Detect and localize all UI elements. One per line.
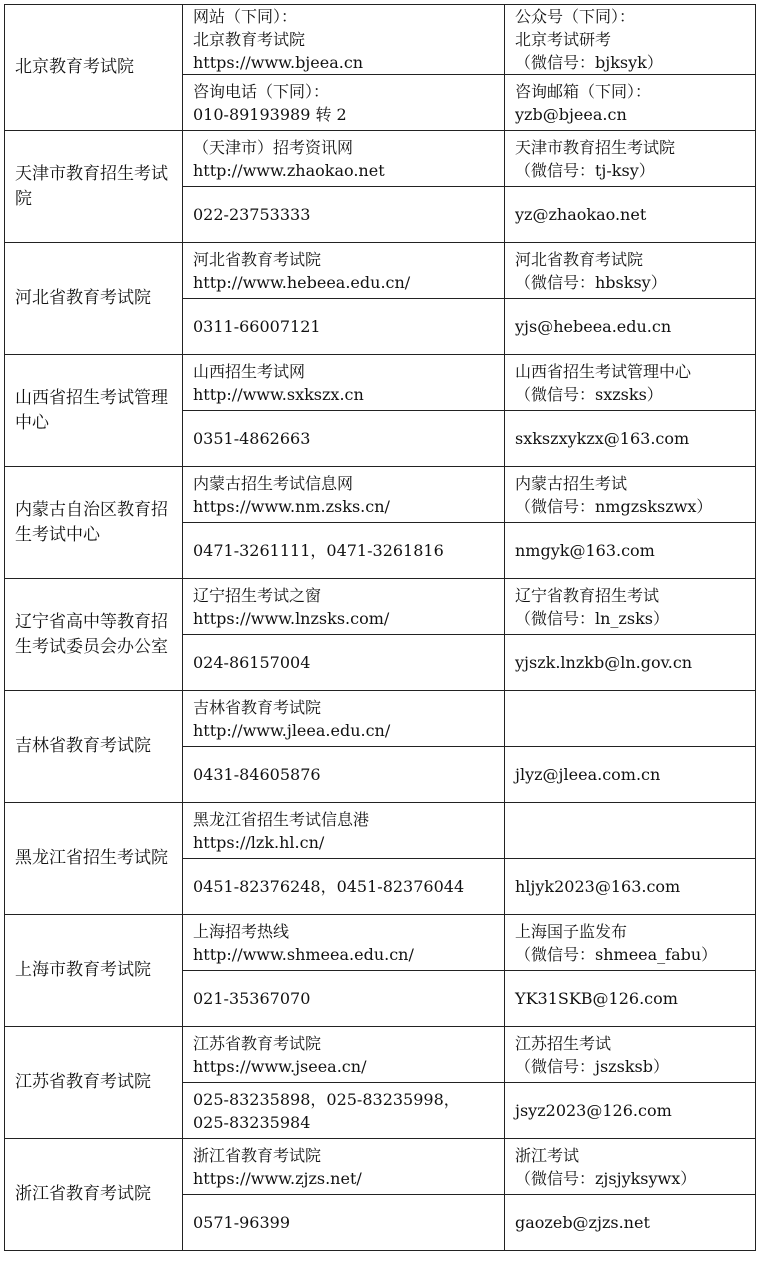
website-url: http://www.shmeea.edu.cn/: [193, 944, 414, 964]
email-address: jlyz@jleea.com.cn: [515, 765, 661, 784]
website-url: http://www.sxkszx.cn: [193, 384, 364, 404]
phone-cell: [183, 859, 505, 915]
org-name-cell: [5, 1027, 183, 1139]
wechat-id: （微信号：zjsjyksywx）: [515, 1168, 697, 1188]
email-address: yz@zhaokao.net: [515, 205, 647, 224]
website-name: 内蒙古招生考试信息网: [193, 473, 354, 493]
website-name: （天津市）招考资讯网: [193, 137, 354, 157]
email-address: jsyz2023@126.com: [515, 1101, 672, 1120]
website-url: https://lzk.hl.cn/: [193, 832, 325, 852]
email-cell: [505, 635, 756, 691]
phone-number: 0351-4862663: [193, 429, 311, 448]
wechat-account-name: 内蒙古招生考试: [515, 473, 628, 493]
website-name: 山西招生考试网: [193, 361, 306, 381]
phone-number: 0431-84605876: [193, 765, 321, 784]
website-url: http://www.hebeea.edu.cn/: [193, 272, 411, 292]
org-name: 上海市教育考试院: [15, 960, 151, 980]
website-name: 上海招考热线: [193, 921, 290, 941]
phone-number: 021-35367070: [193, 989, 311, 1008]
org-name: 吉林省教育考试院: [15, 736, 151, 756]
website-cell: [183, 803, 505, 859]
phone-cell: [183, 75, 505, 131]
phone-number: 025-83235984: [193, 1112, 311, 1132]
wechat-account-name: 浙江考试: [515, 1145, 580, 1165]
table-row: [5, 1027, 756, 1083]
phone-number: 0571-96399: [193, 1213, 291, 1232]
website-cell: [183, 355, 505, 411]
email-cell: [505, 75, 756, 131]
phone-cell: [183, 411, 505, 467]
phone-cell: [183, 1195, 505, 1251]
table-row: [5, 691, 756, 747]
org-name-cell: [5, 1139, 183, 1251]
email-address: yzb@bjeea.cn: [515, 104, 627, 124]
phone-cell: [183, 1083, 505, 1139]
wechat-heading: 公众号（下同）：: [515, 7, 636, 26]
wechat-id: （微信号：shmeea_fabu）: [515, 944, 718, 964]
wechat-id: （微信号：sxzsks）: [515, 384, 663, 404]
website-name: 河北省教育考试院: [193, 249, 322, 269]
wechat-account-name: 河北省教育考试院: [515, 249, 644, 269]
table-row: [5, 579, 756, 635]
org-name-cell: [5, 5, 183, 131]
phone-cell: [183, 971, 505, 1027]
email-cell: [505, 187, 756, 243]
org-name: 天津市教育招生考试院: [15, 163, 168, 209]
email-cell: [505, 1083, 756, 1139]
email-cell: [505, 859, 756, 915]
table-row: [5, 5, 756, 75]
wechat-id: （微信号：nmgzskszwx）: [515, 496, 713, 516]
org-name: 江苏省教育考试院: [15, 1072, 151, 1092]
wechat-cell: [505, 467, 756, 523]
wechat-cell: [505, 915, 756, 971]
phone-cell: [183, 299, 505, 355]
email-cell: [505, 299, 756, 355]
website-name: 辽宁招生考试之窗: [193, 585, 322, 605]
phone-cell: [183, 635, 505, 691]
table-row: [5, 467, 756, 523]
org-name: 河北省教育考试院: [15, 288, 151, 308]
org-name-cell: [5, 579, 183, 691]
wechat-account-name: 上海国子监发布: [515, 921, 628, 941]
phone-number: 0311-66007121: [193, 317, 321, 336]
email-address: gaozeb@zjzs.net: [515, 1213, 650, 1232]
phone-heading: 咨询电话（下同）：: [193, 81, 330, 101]
org-name: 北京教育考试院: [15, 57, 134, 77]
org-name-cell: [5, 803, 183, 915]
wechat-cell: [505, 1139, 756, 1195]
website-cell: [183, 243, 505, 299]
email-address: hljyk2023@163.com: [515, 877, 681, 896]
org-name: 黑龙江省招生考试院: [15, 848, 168, 868]
table-row: [5, 803, 756, 859]
org-name-cell: [5, 467, 183, 579]
wechat-cell: [505, 691, 756, 747]
email-cell: [505, 523, 756, 579]
org-name-cell: [5, 691, 183, 803]
email-cell: [505, 971, 756, 1027]
website-cell: [183, 1139, 505, 1195]
wechat-account-name: 天津市教育招生考试院: [515, 137, 676, 157]
phone-cell: [183, 187, 505, 243]
table-row: [5, 1139, 756, 1195]
exam-contacts-table: [4, 4, 756, 1251]
org-name-cell: [5, 243, 183, 355]
wechat-cell: [505, 355, 756, 411]
website-url: https://www.nm.zsks.cn/: [193, 496, 390, 516]
phone-number: 0451-82376248，0451-82376044: [193, 877, 465, 896]
email-cell: [505, 1195, 756, 1251]
email-address: sxkszxykzx@163.com: [515, 429, 690, 448]
email-cell: [505, 411, 756, 467]
org-name: 内蒙古自治区教育招生考试中心: [15, 499, 168, 545]
org-name: 浙江省教育考试院: [15, 1184, 151, 1204]
org-name: 山西省招生考试管理中心: [15, 387, 168, 433]
wechat-account-name: 山西省招生考试管理中心: [515, 361, 692, 381]
wechat-id: （微信号：ln_zsks）: [515, 608, 669, 628]
website-cell: [183, 467, 505, 523]
org-name-cell: [5, 355, 183, 467]
wechat-account-name: 北京考试研考: [515, 30, 612, 49]
phone-number: 0471-3261111，0471-3261816: [193, 541, 444, 560]
website-cell: [183, 691, 505, 747]
wechat-id: （微信号：tj-ksy）: [515, 160, 655, 180]
website-heading: 网站（下同）：: [193, 7, 298, 26]
website-url: https://www.jseea.cn/: [193, 1056, 367, 1076]
phone-number: 025-83235898，025-83235998，: [193, 1089, 460, 1109]
website-cell: [183, 579, 505, 635]
email-address: nmgyk@163.com: [515, 541, 655, 560]
website-name: 江苏省教育考试院: [193, 1033, 322, 1053]
phone-number: 024-86157004: [193, 653, 311, 672]
email-address: YK31SKB@126.com: [515, 989, 678, 1008]
website-url: https://www.zjzs.net/: [193, 1168, 362, 1188]
table-row: [5, 915, 756, 971]
website-url: https://www.lnzsks.com/: [193, 608, 390, 628]
phone-number: 022-23753333: [193, 205, 311, 224]
wechat-id: （微信号：bjksyk）: [515, 53, 663, 72]
email-address: yjs@hebeea.edu.cn: [515, 317, 672, 336]
wechat-cell: [505, 803, 756, 859]
website-url: http://www.zhaokao.net: [193, 160, 385, 180]
table-row: [5, 355, 756, 411]
wechat-id: （微信号：hbsksy）: [515, 272, 667, 292]
website-cell: [183, 5, 505, 75]
website-cell: [183, 915, 505, 971]
table-row: [5, 243, 756, 299]
wechat-cell: [505, 579, 756, 635]
website-cell: [183, 131, 505, 187]
wechat-id: （微信号：jszsksb）: [515, 1056, 669, 1076]
org-name: 辽宁省高中等教育招生考试委员会办公室: [15, 611, 168, 657]
email-heading: 咨询邮箱（下同）：: [515, 81, 652, 101]
wechat-cell: [505, 131, 756, 187]
wechat-account-name: 辽宁省教育招生考试: [515, 585, 660, 605]
phone-cell: [183, 747, 505, 803]
phone-number: 010-89193989 转 2: [193, 104, 347, 124]
table-row: [5, 131, 756, 187]
email-address: yjszk.lnzkb@ln.gov.cn: [515, 653, 693, 672]
org-name-cell: [5, 131, 183, 243]
website-url: https://www.bjeea.cn: [193, 53, 364, 72]
website-name: 浙江省教育考试院: [193, 1145, 322, 1165]
website-name: 北京教育考试院: [193, 30, 306, 49]
email-cell: [505, 747, 756, 803]
wechat-account-name: 江苏招生考试: [515, 1033, 612, 1053]
org-name-cell: [5, 915, 183, 1027]
phone-cell: [183, 523, 505, 579]
website-name: 黑龙江省招生考试信息港: [193, 809, 370, 829]
wechat-cell: [505, 243, 756, 299]
wechat-cell: [505, 5, 756, 75]
website-url: http://www.jleea.edu.cn/: [193, 720, 391, 740]
wechat-cell: [505, 1027, 756, 1083]
website-name: 吉林省教育考试院: [193, 697, 322, 717]
website-cell: [183, 1027, 505, 1083]
